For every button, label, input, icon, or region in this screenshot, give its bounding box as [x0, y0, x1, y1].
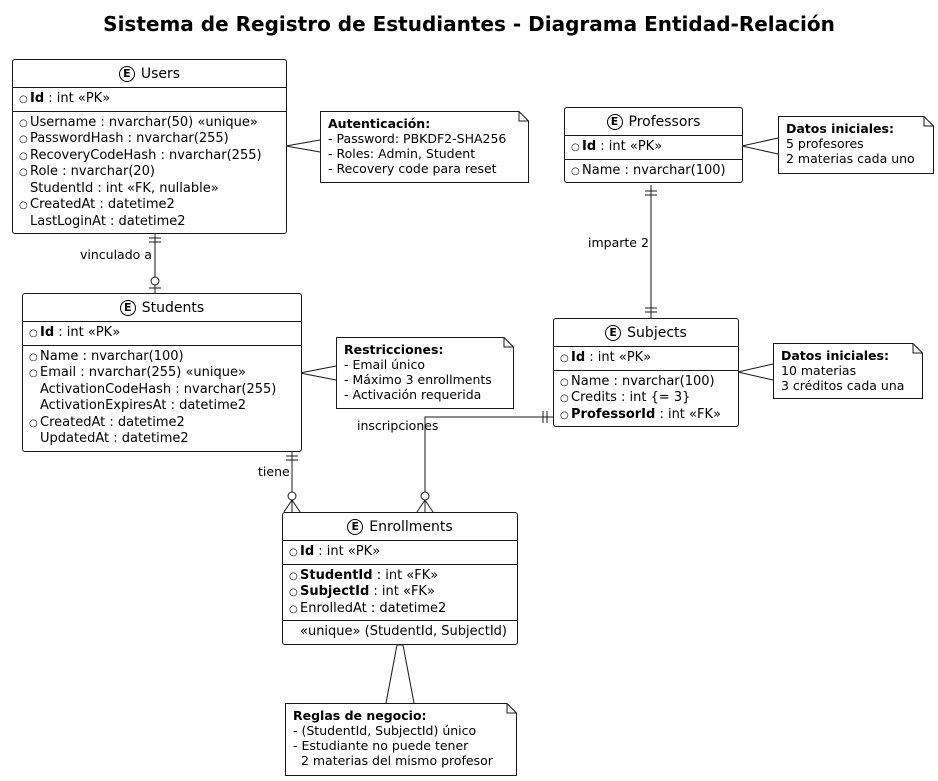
entity-header — [283, 513, 517, 541]
attribute-key: Id — [30, 91, 45, 106]
entity-attribute — [560, 374, 732, 391]
entity-attribute — [19, 214, 280, 231]
entity-subjects[interactable] — [553, 318, 739, 427]
attribute-key: Id — [40, 325, 55, 340]
entity-section — [565, 160, 742, 183]
attribute-type: : int «PK» — [44, 91, 111, 106]
attribute-bullet-icon: ○ — [29, 368, 38, 379]
attribute-bullet-icon: ○ — [19, 117, 28, 129]
entity-section — [565, 136, 742, 160]
entity-icon: E — [347, 519, 363, 535]
entity-enrollments[interactable] — [282, 512, 518, 645]
entity-name: Subjects — [627, 324, 687, 341]
attribute-type: CreatedAt : datetime2 — [30, 197, 175, 212]
entity-section — [283, 541, 517, 565]
entity-attribute — [19, 131, 280, 148]
attribute-type: LastLoginAt : datetime2 — [30, 213, 186, 229]
entity-section — [13, 88, 286, 112]
attribute-type: Role : nvarchar(20) — [30, 164, 155, 179]
entity-attribute — [560, 407, 732, 424]
entity-header — [565, 108, 742, 136]
attribute-key: SubjectId — [300, 584, 370, 599]
label-tiene: tiene — [258, 464, 290, 479]
note-line: 10 materias — [781, 363, 857, 378]
entity-name: Professors — [628, 113, 701, 130]
entity-icon: E — [607, 114, 623, 130]
entity-attribute — [19, 115, 280, 132]
attribute-type: Email : nvarchar(255) «unique» — [40, 365, 246, 380]
attribute-type: Name : nvarchar(100) — [571, 373, 715, 389]
entity-attribute — [289, 624, 511, 641]
attribute-bullet-icon: ○ — [560, 353, 569, 364]
attribute-type: ActivationExpiresAt : datetime2 — [40, 398, 247, 413]
entity-attribute — [560, 390, 732, 407]
attribute-bullet-icon: ○ — [19, 150, 28, 162]
attribute-bullet-icon: ○ — [29, 417, 38, 429]
entity-attribute — [29, 382, 295, 399]
diagram-title: Sistema de Registro de Estudiantes - Diagrama Entidad-Relación — [103, 12, 835, 36]
attribute-type: : int «PK» — [54, 325, 121, 340]
attribute-bullet-icon: ○ — [19, 200, 28, 211]
attribute-bullet-icon: ○ — [19, 134, 28, 145]
attribute-type: : int «FK» — [369, 584, 435, 599]
attribute-bullet-icon: ○ — [19, 94, 28, 105]
attribute-bullet-icon: ○ — [560, 409, 569, 421]
entity-attribute — [29, 365, 295, 382]
note-line: - Máximo 3 enrollments — [344, 372, 492, 387]
note-title: Restricciones: — [344, 342, 444, 357]
entity-attribute — [571, 139, 736, 156]
rel-subjects-enrollments — [425, 417, 553, 496]
note-line: - Email único — [344, 357, 425, 372]
attribute-type: : int «FK» — [372, 567, 439, 583]
note-line: - (StudentId, SubjectId) único — [293, 723, 477, 738]
note-line: - Activación requerida — [344, 387, 482, 402]
entity-attribute — [19, 91, 280, 108]
entity-name: Enrollments — [369, 518, 453, 535]
entity-attribute — [19, 181, 280, 198]
entity-icon: E — [119, 66, 135, 82]
entity-attribute — [29, 349, 295, 366]
attribute-type: Name : nvarchar(100) — [582, 162, 726, 178]
attribute-key: StudentId — [300, 567, 373, 583]
entity-section — [13, 112, 286, 234]
entity-section — [23, 346, 301, 451]
label-inscripciones: inscripciones — [357, 418, 439, 433]
entity-attribute — [289, 601, 511, 618]
entity-section — [23, 322, 301, 346]
attribute-type: EnrolledAt : datetime2 — [300, 600, 447, 616]
entity-attribute — [29, 325, 295, 342]
note-datos-profesores — [778, 116, 934, 174]
note-restricciones — [336, 337, 514, 409]
label-vinculado: vinculado a — [80, 247, 152, 262]
entity-attribute — [19, 164, 280, 181]
note-line: - Estudiante no puede tener — [293, 738, 469, 753]
attribute-type: ActivationCodeHash : nvarchar(255) — [40, 381, 277, 397]
note-datos-materias — [773, 343, 923, 399]
attribute-bullet-icon: ○ — [19, 167, 28, 178]
attribute-type: «unique» (StudentId, SubjectId) — [300, 624, 507, 639]
attribute-bullet-icon: ○ — [571, 165, 580, 177]
note-title: Reglas de negocio: — [293, 708, 427, 723]
attribute-type: Username : nvarchar(50) «unique» — [30, 114, 258, 130]
attribute-type: PasswordHash : nvarchar(255) — [30, 131, 229, 146]
entity-name: Users — [140, 65, 181, 82]
attribute-bullet-icon: ○ — [571, 142, 580, 153]
attribute-type: Credits : int {= 3} — [571, 390, 691, 405]
note-line: - Recovery code para reset — [328, 161, 497, 176]
entity-name: Students — [141, 299, 205, 316]
entity-attribute — [560, 350, 732, 367]
entity-attribute — [19, 148, 280, 165]
entity-header — [23, 294, 301, 322]
attribute-type: : int «PK» — [314, 544, 381, 559]
entity-attribute — [289, 584, 511, 601]
attribute-bullet-icon: ○ — [560, 393, 569, 404]
attribute-type: : int «PK» — [585, 350, 652, 365]
attribute-type: Name : nvarchar(100) — [40, 348, 184, 364]
entity-attribute — [289, 544, 511, 561]
entity-users[interactable] — [12, 59, 287, 234]
note-line: 2 materias del mismo profesor — [293, 753, 493, 768]
attribute-type: CreatedAt : datetime2 — [40, 414, 185, 430]
attribute-bullet-icon: ○ — [289, 547, 298, 558]
entity-section — [283, 621, 517, 644]
attribute-key: Id — [571, 350, 586, 365]
note-line: - Password: PBKDF2-SHA256 — [328, 131, 507, 146]
note-line: 5 profesores — [786, 136, 864, 151]
attribute-key: Id — [582, 139, 597, 154]
attribute-bullet-icon: ○ — [289, 603, 298, 615]
entity-section — [283, 565, 517, 622]
entity-section — [554, 371, 738, 427]
attribute-type: StudentId : int «FK, nullable» — [30, 180, 219, 196]
entity-attribute — [19, 197, 280, 214]
label-imparte: imparte 2 — [588, 235, 649, 250]
note-title: Autenticación: — [328, 116, 431, 131]
attribute-type: UpdatedAt : datetime2 — [40, 431, 189, 446]
entity-attribute — [289, 568, 511, 585]
entity-header — [13, 60, 286, 88]
attribute-bullet-icon: ○ — [289, 587, 298, 598]
entity-attribute — [29, 431, 295, 448]
entity-header — [554, 319, 738, 347]
note-reglas-negocio — [285, 703, 517, 776]
attribute-type: : int «PK» — [596, 139, 663, 154]
attribute-type: RecoveryCodeHash : nvarchar(255) — [30, 147, 262, 163]
note-autenticacion — [320, 111, 529, 183]
attribute-key: Id — [300, 544, 315, 559]
attribute-type: : int «FK» — [655, 406, 721, 422]
entity-students[interactable] — [22, 293, 302, 452]
attribute-bullet-icon: ○ — [29, 351, 38, 363]
entity-icon: E — [605, 325, 621, 341]
attribute-key: ProfessorId — [571, 406, 656, 422]
note-title: Datos iniciales: — [781, 348, 889, 363]
note-title: Datos iniciales: — [786, 121, 894, 136]
note-line: 3 créditos cada una — [781, 378, 905, 393]
attribute-bullet-icon: ○ — [289, 570, 298, 582]
entity-attribute — [571, 163, 736, 180]
attribute-bullet-icon: ○ — [29, 328, 38, 339]
attribute-bullet-icon: ○ — [560, 376, 569, 388]
note-line: - Roles: Admin, Student — [328, 146, 476, 161]
entity-section — [554, 347, 738, 371]
entity-professors[interactable] — [564, 107, 743, 183]
entity-icon: E — [120, 300, 136, 316]
note-line: 2 materias cada uno — [786, 151, 915, 166]
entity-attribute — [29, 398, 295, 415]
entity-attribute — [29, 415, 295, 432]
